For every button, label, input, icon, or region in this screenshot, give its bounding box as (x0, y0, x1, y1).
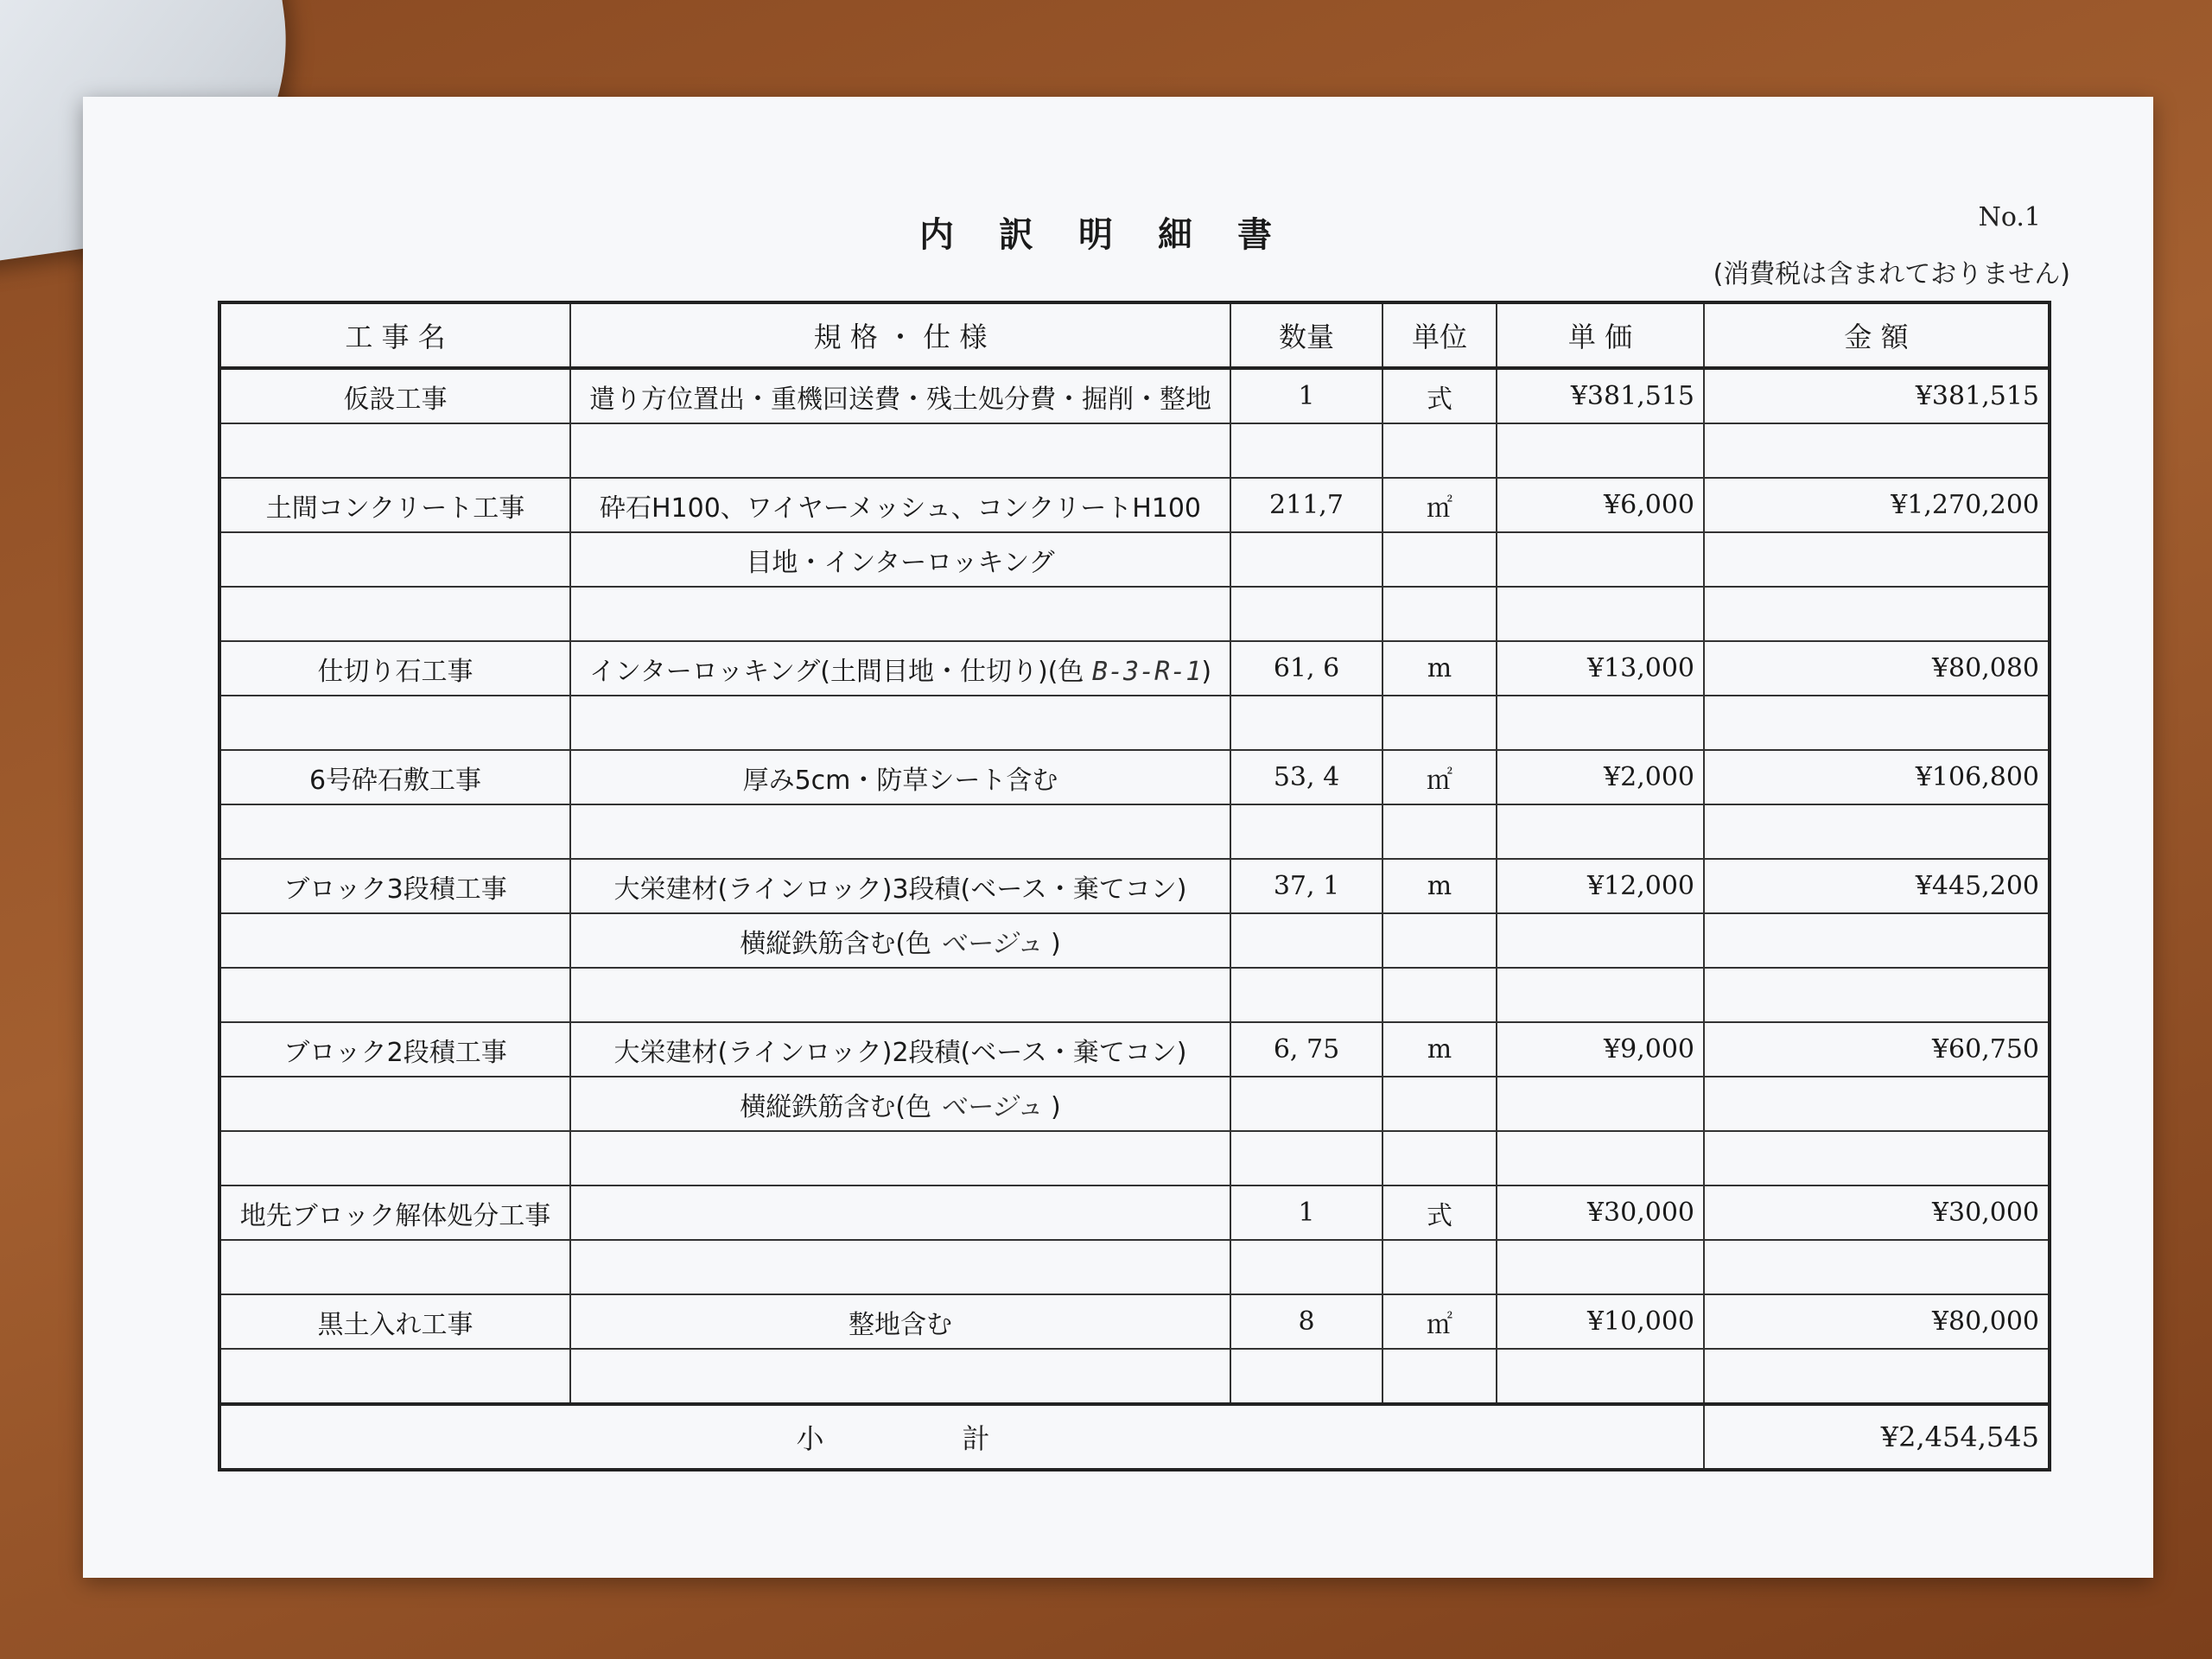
cell-unit-price: ¥30,000 (1497, 1185, 1704, 1240)
table-row (219, 641, 2050, 696)
document-title: 内訳明細書 (919, 215, 1317, 255)
cell-quantity (1230, 532, 1382, 587)
cell-quantity: 8 (1230, 1294, 1382, 1349)
cell-work-name: ブロック3段積工事 (219, 859, 570, 913)
cell-quantity: 1 (1230, 1185, 1382, 1240)
cell-work-name: 黒土入れ工事 (219, 1294, 570, 1349)
cell-quantity: 1 (1230, 368, 1382, 423)
cell-spec (570, 1077, 1230, 1131)
cell-unit-price (1497, 1131, 1704, 1185)
cell-quantity: 53, 4 (1230, 750, 1382, 804)
table-row (219, 1022, 2050, 1077)
table-row (219, 968, 2050, 1022)
cell-amount: ¥1,270,200 (1704, 478, 2050, 532)
spec-close: ) (1201, 656, 1212, 687)
cell-work-name (219, 968, 570, 1022)
cell-unit (1382, 1131, 1497, 1185)
cell-spec (570, 750, 1230, 804)
table-row (219, 696, 2050, 750)
table-row (219, 368, 2050, 423)
header-unit: 単位 (1382, 302, 1497, 368)
cell-unit-price (1497, 1349, 1704, 1404)
spec-text: 横縦鉄筋含む(色 (740, 928, 940, 959)
spec-close: ) (1042, 1091, 1061, 1122)
cell-quantity (1230, 1077, 1382, 1131)
table-row (219, 1131, 2050, 1185)
cell-amount (1704, 913, 2050, 968)
cell-spec (570, 1240, 1230, 1294)
cell-spec (570, 423, 1230, 478)
cell-unit (1382, 587, 1497, 641)
header-amount: 金 額 (1704, 302, 2050, 368)
cell-spec (570, 913, 1230, 968)
cell-spec (570, 1349, 1230, 1404)
cell-unit-price (1497, 1077, 1704, 1131)
cell-unit-price (1497, 804, 1704, 859)
cell-amount (1704, 804, 2050, 859)
cell-unit-price: ¥13,000 (1497, 641, 1704, 696)
cell-quantity (1230, 423, 1382, 478)
cell-work-name (219, 804, 570, 859)
cell-work-name (219, 423, 570, 478)
table-header-row (219, 302, 2050, 368)
spec-text: 整地含む (849, 1309, 952, 1340)
cell-amount (1704, 696, 2050, 750)
cell-unit-price (1497, 423, 1704, 478)
cell-spec (570, 368, 1230, 423)
spec-text: 砕石H100、ワイヤーメッシュ、コンクリートH100 (599, 493, 1202, 524)
subtotal-amount: ¥2,454,545 (1704, 1404, 2050, 1470)
cell-amount (1704, 532, 2050, 587)
cell-spec (570, 478, 1230, 532)
cell-amount (1704, 423, 2050, 478)
cell-quantity (1230, 913, 1382, 968)
cell-work-name: 地先ブロック解体処分工事 (219, 1185, 570, 1240)
spec-text: インターロッキング(土間目地・仕切り)(色 (588, 656, 1092, 687)
spec-close: ) (1042, 928, 1061, 959)
cell-amount (1704, 1349, 2050, 1404)
cell-unit-price (1497, 587, 1704, 641)
cell-spec (570, 641, 1230, 696)
cell-amount (1704, 1240, 2050, 1294)
cell-work-name: ブロック2段積工事 (219, 1022, 570, 1077)
cell-quantity (1230, 1349, 1382, 1404)
cell-spec (570, 1131, 1230, 1185)
cell-unit-price: ¥12,000 (1497, 859, 1704, 913)
header-name: 工 事 名 (219, 302, 570, 368)
cell-unit: 式 (1382, 368, 1497, 423)
cell-unit: m (1382, 641, 1497, 696)
spec-text: 遣り方位置出・重機回送費・残土処分費・掘削・整地 (589, 384, 1211, 415)
cell-quantity (1230, 587, 1382, 641)
cell-work-name (219, 696, 570, 750)
cell-quantity (1230, 696, 1382, 750)
cell-quantity (1230, 1131, 1382, 1185)
cell-amount: ¥106,800 (1704, 750, 2050, 804)
cell-unit (1382, 532, 1497, 587)
cell-spec (570, 587, 1230, 641)
spec-text: 大栄建材(ラインロック)3段積(ベース・棄てコン) (613, 874, 1187, 905)
cell-spec (570, 859, 1230, 913)
cell-unit (1382, 804, 1497, 859)
cell-spec (570, 1294, 1230, 1349)
cell-unit: m (1382, 1022, 1497, 1077)
cell-amount (1704, 1077, 2050, 1131)
table-row (219, 478, 2050, 532)
cell-work-name (219, 1077, 570, 1131)
cell-unit: m (1382, 859, 1497, 913)
document-sheet (83, 97, 2153, 1578)
cell-spec (570, 696, 1230, 750)
subtotal-label: 小計 (219, 1404, 1704, 1470)
cell-amount (1704, 968, 2050, 1022)
spec-text: 横縦鉄筋含む(色 (740, 1091, 940, 1122)
cell-work-name (219, 587, 570, 641)
table-row (219, 1185, 2050, 1240)
cell-amount (1704, 587, 2050, 641)
cell-quantity: 211,7 (1230, 478, 1382, 532)
table-row (219, 859, 2050, 913)
cell-amount: ¥381,515 (1704, 368, 2050, 423)
cell-unit: 式 (1382, 1185, 1497, 1240)
table-row (219, 423, 2050, 478)
cell-unit-price: ¥9,000 (1497, 1022, 1704, 1077)
cell-unit-price (1497, 696, 1704, 750)
cell-quantity: 61, 6 (1230, 641, 1382, 696)
cell-spec (570, 1185, 1230, 1240)
cell-unit-price (1497, 913, 1704, 968)
cell-unit (1382, 913, 1497, 968)
cell-amount: ¥60,750 (1704, 1022, 2050, 1077)
cell-work-name: 土間コンクリート工事 (219, 478, 570, 532)
table-row (219, 1077, 2050, 1131)
cell-amount: ¥80,080 (1704, 641, 2050, 696)
cell-unit (1382, 696, 1497, 750)
cell-quantity: 37, 1 (1230, 859, 1382, 913)
cell-quantity: 6, 75 (1230, 1022, 1382, 1077)
table-row (219, 1240, 2050, 1294)
cell-unit-price: ¥381,515 (1497, 368, 1704, 423)
table-row (219, 587, 2050, 641)
handwritten-color: ベージュ (939, 1091, 1043, 1122)
cell-spec (570, 804, 1230, 859)
table-row (219, 913, 2050, 968)
spec-text: 大栄建材(ラインロック)2段積(ベース・棄てコン) (613, 1037, 1187, 1068)
detail-table (218, 301, 2051, 1471)
cell-unit (1382, 423, 1497, 478)
cell-work-name: 仮設工事 (219, 368, 570, 423)
page-number: No.1 (1978, 202, 2041, 232)
spec-text: 目地・インターロッキング (746, 547, 1055, 578)
cell-work-name: 6号砕石敷工事 (219, 750, 570, 804)
cell-unit-price: ¥6,000 (1497, 478, 1704, 532)
cell-amount (1704, 1131, 2050, 1185)
cell-unit-price (1497, 1240, 1704, 1294)
cell-spec (570, 532, 1230, 587)
header-spec: 規 格 ・ 仕 様 (570, 302, 1230, 368)
cell-quantity (1230, 804, 1382, 859)
cell-unit-price: ¥10,000 (1497, 1294, 1704, 1349)
cell-work-name (219, 913, 570, 968)
spec-text: 厚み5cm・防草シート含む (742, 765, 1058, 796)
handwritten-color: B-3-R-1 (1091, 656, 1202, 687)
cell-amount: ¥30,000 (1704, 1185, 2050, 1240)
table-row (219, 1349, 2050, 1404)
cell-amount: ¥445,200 (1704, 859, 2050, 913)
cell-unit (1382, 1077, 1497, 1131)
cell-work-name (219, 1240, 570, 1294)
cell-work-name (219, 532, 570, 587)
table-row (219, 1294, 2050, 1349)
cell-amount: ¥80,000 (1704, 1294, 2050, 1349)
tax-note: (消費税は含まれておりません) (1713, 259, 2070, 289)
table-row (219, 750, 2050, 804)
cell-unit-price: ¥2,000 (1497, 750, 1704, 804)
cell-unit (1382, 1349, 1497, 1404)
table-row (219, 532, 2050, 587)
cell-work-name (219, 1349, 570, 1404)
cell-work-name: 仕切り石工事 (219, 641, 570, 696)
header-unit-price: 単 価 (1497, 302, 1704, 368)
cell-unit: ㎡ (1382, 1294, 1497, 1349)
table-row (219, 804, 2050, 859)
cell-quantity (1230, 968, 1382, 1022)
cell-unit-price (1497, 968, 1704, 1022)
cell-unit: ㎡ (1382, 750, 1497, 804)
cell-unit (1382, 968, 1497, 1022)
cell-quantity (1230, 1240, 1382, 1294)
cell-unit: ㎡ (1382, 478, 1497, 532)
cell-unit (1382, 1240, 1497, 1294)
subtotal-row (219, 1404, 2050, 1470)
cell-unit-price (1497, 532, 1704, 587)
cell-spec (570, 1022, 1230, 1077)
handwritten-color: ベージュ (939, 928, 1043, 959)
cell-spec (570, 968, 1230, 1022)
header-qty: 数量 (1230, 302, 1382, 368)
cell-work-name (219, 1131, 570, 1185)
table-body (219, 368, 2050, 1404)
